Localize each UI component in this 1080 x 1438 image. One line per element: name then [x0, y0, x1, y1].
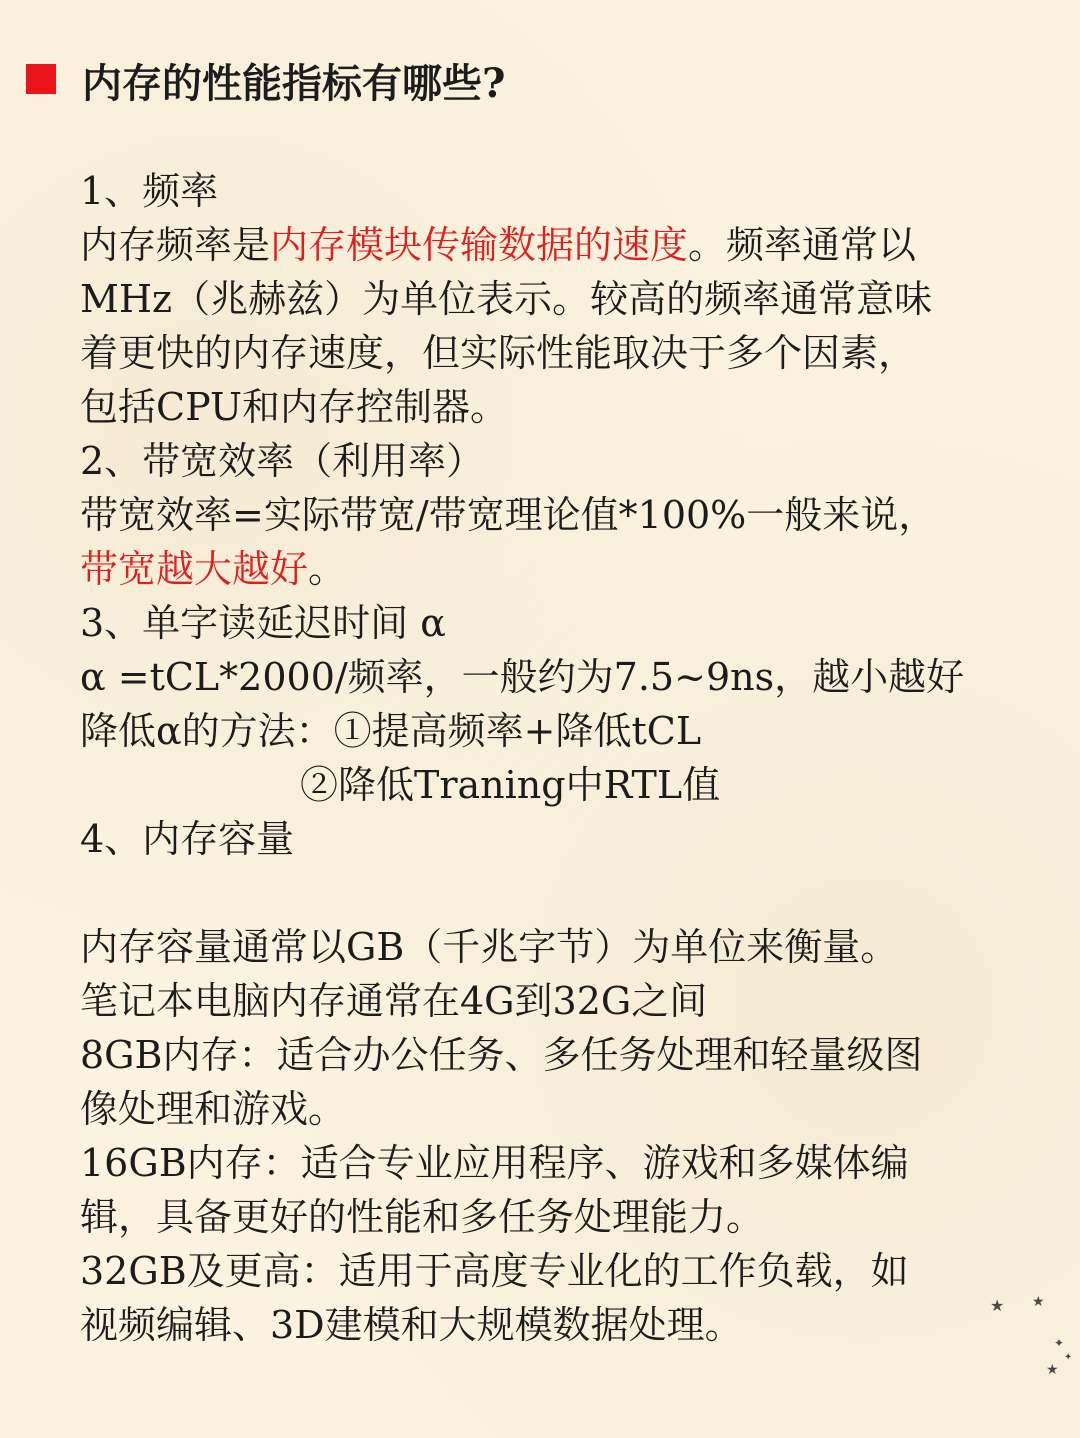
article-body	[80, 164, 1050, 1352]
section-heading-latency: 3、单字读延迟时间 α	[80, 601, 446, 645]
page-title: 内存的性能指标有哪些?	[82, 60, 506, 107]
star-sparkle-icon: ★	[1032, 1294, 1045, 1310]
bandwidth-text-1: 带宽效率=实际带宽/带宽理论值*100%一般来说，	[80, 493, 937, 537]
bandwidth-text-2	[80, 542, 1050, 596]
star-sparkle-icon: ★	[1046, 1362, 1059, 1378]
frequency-text-1	[80, 218, 1050, 272]
capacity-text-1: 内存容量通常以GB（千兆字节）为单位来衡量。	[80, 925, 899, 969]
frequency-text-1a: 内存频率是	[80, 223, 271, 267]
latency-text-3: ②降低Traning中RTL值	[300, 763, 721, 807]
frequency-text-1b: 。频率通常以	[688, 223, 917, 267]
latency-text-2: 降低α的方法：①提高频率+降低tCL	[80, 709, 702, 753]
section-heading-capacity: 4、内存容量	[80, 817, 295, 861]
section-heading-bandwidth: 2、带宽效率（利用率）	[80, 439, 485, 483]
capacity-text-5: 16GB内存：适合专业应用程序、游戏和多媒体编	[80, 1141, 909, 1185]
capacity-text-4: 像处理和游戏。	[80, 1087, 347, 1131]
capacity-text-6: 辑，具备更好的性能和多任务处理能力。	[80, 1195, 765, 1239]
star-sparkle-icon: ✦	[1064, 1352, 1073, 1363]
red-square-icon	[26, 64, 56, 94]
bandwidth-text-2b: 。	[308, 547, 347, 591]
star-sparkle-icon: ✦	[1054, 1336, 1065, 1350]
capacity-text-3: 8GB内存：适合办公任务、多任务处理和轻量级图	[80, 1033, 923, 1077]
section-heading-frequency: 1、频率	[80, 169, 219, 213]
frequency-text-3: 着更快的内存速度，但实际性能取决于多个因素，	[80, 331, 917, 375]
capacity-text-7: 32GB及更高：适用于高度专业化的工作负载，如	[80, 1249, 909, 1293]
star-sparkle-icon: ★	[990, 1296, 1005, 1315]
latency-text-1: α =tCL*2000/频率，一般约为7.5~9ns，越小越好	[80, 655, 965, 699]
frequency-text-4: 包括CPU和内存控制器。	[80, 385, 509, 429]
capacity-text-8: 视频编辑、3D建模和大规模数据处理。	[80, 1303, 743, 1347]
bandwidth-highlight: 带宽越大越好	[80, 547, 309, 591]
spacer	[80, 866, 1050, 920]
frequency-highlight: 内存模块传输数据的速度	[270, 223, 689, 267]
frequency-text-2: MHz（兆赫兹）为单位表示。较高的频率通常意味	[80, 277, 933, 321]
capacity-text-2: 笔记本电脑内存通常在4G到32G之间	[80, 979, 708, 1023]
